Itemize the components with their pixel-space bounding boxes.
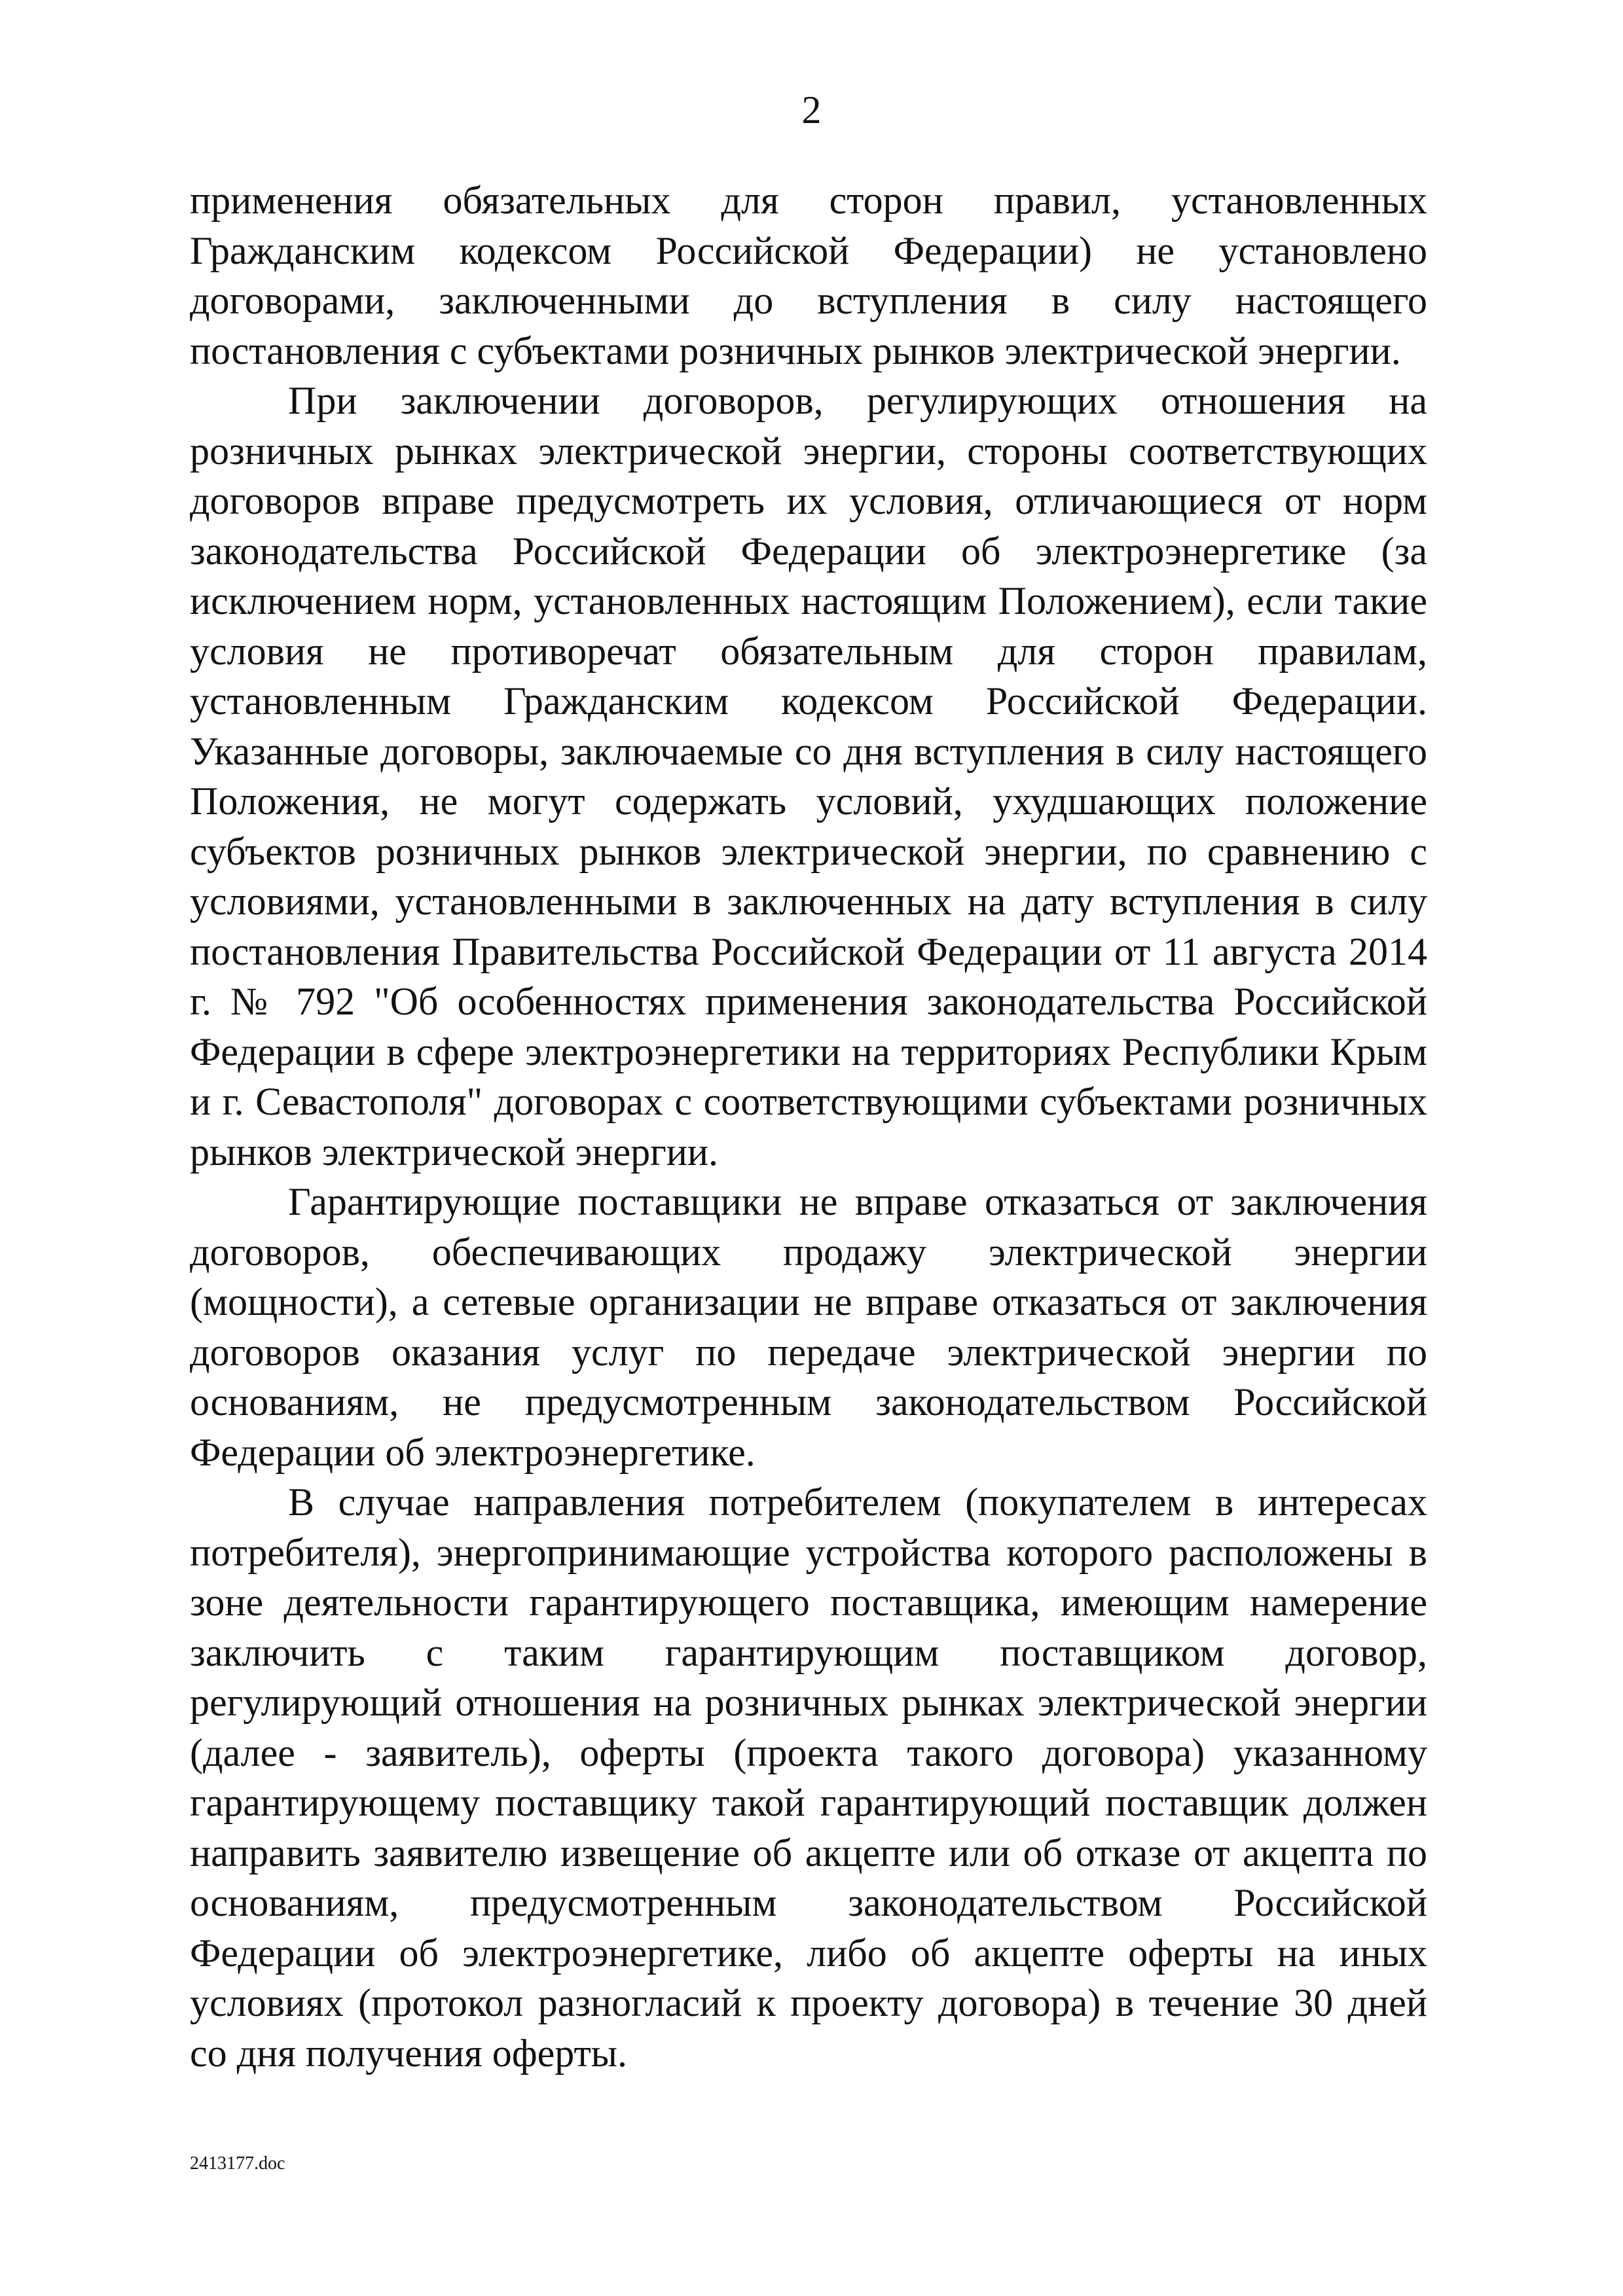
document-footer-filename: 2413177.doc	[190, 2153, 285, 2174]
paragraph-continuation: применения обязательных для сторон правил, установленных Гражданским кодексом Российской Федерации) не установлено договорами, заключенными до вступления в силу настоящего постановления с субъектами розничных рынков электрической энергии.	[190, 179, 1427, 372]
paragraph-contract-terms: При заключении договоров, регулирующих отношения на розничных рынках электрической энергии, стороны соответствующих договоров вправе предусмотреть их условия, отличающиеся от норм законодательства Российской Федерации об электроэнергетике (за исключением норм, установленных настоящим Положением), если такие условия не противоречат обязательным для сторон правилам, установленным Гражданским кодексом Российской Федерации. Указанные договоры, заключаемые со дня вступления в силу настоящего Положения, не могут содержать условий, ухудшающих положение субъектов розничных рынков электрической энергии, по сравнению с условиями, установленными в заключенных на дату вступления в силу постановления Правительства Российской Федерации от 11 августа 2014 г. № 792 "Об особенностях применения законодательства Российской Федерации в сфере электроэнергетики на территориях Республики Крым и г. Севастополя" договорах с соответствующими субъектами розничных рынков электрической энергии.	[190, 379, 1427, 1174]
page-number: 2	[801, 88, 822, 132]
paragraph-offer-procedure: В случае направления потребителем (покупателем в интересах потребителя), энергопринимающие устройства которого расположены в зоне деятельности гарантирующего поставщика, имеющим намерение заключить с таким гарантирующим поставщиком договор, регулирующий отношения на розничных рынках электрической энергии (далее - заявитель), оферты (проекта такого договора) указанному гарантирующему поставщику такой гарантирующий поставщик должен направить заявителю извещение об акцепте или об отказе от акцепта по основаниям, предусмотренным законодательством Российской Федерации об электроэнергетике, либо об акцепте оферты на иных условиях (протокол разногласий к проекту договора) в течение 30 дней со дня получения оферты.	[190, 1480, 1427, 2075]
document-body	[190, 175, 1427, 2078]
paragraph-supplier-obligations: Гарантирующие поставщики не вправе отказаться от заключения договоров, обеспечивающих продажу электрической энергии (мощности), а сетевые организации не вправе отказаться от заключения договоров оказания услуг по передаче электрической энергии по основаниям, не предусмотренным законодательством Российской Федерации об электроэнергетике.	[190, 1180, 1427, 1474]
